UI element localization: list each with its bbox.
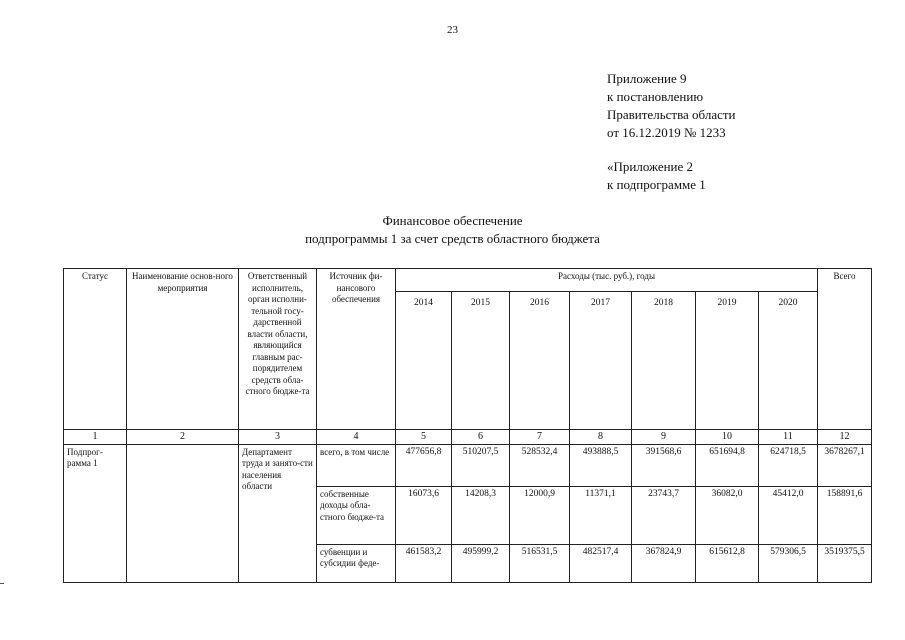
value-cell: 23743,7 [632, 486, 696, 544]
value-cell: 36082,0 [696, 486, 759, 544]
value-cell: 615612,8 [696, 544, 759, 582]
value-cell: 482517,4 [570, 544, 632, 582]
column-number: 2 [127, 430, 239, 445]
value-cell: 510207,5 [452, 444, 510, 486]
source-cell: всего, в том числе [317, 444, 396, 486]
column-number: 5 [396, 430, 452, 445]
source-cell: субвенции и субсидии феде- [317, 544, 396, 582]
appendix-line: к постановлению [607, 89, 704, 104]
column-number: 1 [64, 430, 127, 445]
header-year: 2019 [696, 292, 759, 430]
header-total: Всего [818, 269, 872, 430]
header-year: 2014 [396, 292, 452, 430]
value-cell: 528532,4 [510, 444, 570, 486]
title-line: Финансовое обеспечение [382, 213, 523, 228]
header-year: 2020 [759, 292, 818, 430]
header-responsible: Ответственный исполнитель, орган исполни-тельной госу-дарственной власти области, являющийся главным рас-порядителем средств обла-стного бюдже-та [239, 269, 317, 430]
header-event: Наименование основ-ного мероприятия [127, 269, 239, 430]
page-number: 23 [447, 24, 458, 36]
title-line: подпрограммы 1 за счет средств областного бюджета [305, 231, 600, 246]
value-cell: 45412,0 [759, 486, 818, 544]
header-source: Источник фи-нансового обеспечения [317, 269, 396, 430]
value-cell: 651694,8 [696, 444, 759, 486]
appendix-line: Приложение 9 [607, 71, 687, 86]
header-year: 2015 [452, 292, 510, 430]
value-cell: 367824,9 [632, 544, 696, 582]
value-cell: 516531,5 [510, 544, 570, 582]
value-cell: 493888,5 [570, 444, 632, 486]
value-cell: 11371,1 [570, 486, 632, 544]
table-row [64, 444, 872, 486]
header-year: 2016 [510, 292, 570, 430]
column-number: 8 [570, 430, 632, 445]
appendix2-line: к подпрограмме 1 [607, 177, 706, 192]
source-cell: собственные доходы обла-стного бюдже-та [317, 486, 396, 544]
column-number: 9 [632, 430, 696, 445]
value-cell: 624718,5 [759, 444, 818, 486]
status-cell: Подпрог-рамма 1 [64, 444, 127, 582]
column-number: 4 [317, 430, 396, 445]
header-year: 2018 [632, 292, 696, 430]
total-cell: 158891,6 [818, 486, 872, 544]
appendix-line: Правительства области [607, 107, 736, 122]
value-cell: 14208,3 [452, 486, 510, 544]
header-year: 2017 [570, 292, 632, 430]
value-cell: 12000,9 [510, 486, 570, 544]
value-cell: 461583,2 [396, 544, 452, 582]
total-cell: 3678267,1 [818, 444, 872, 486]
document-title [0, 212, 905, 248]
appendix-line: от 16.12.2019 № 1233 [607, 125, 726, 140]
value-cell: 495999,2 [452, 544, 510, 582]
appendix-block [607, 70, 736, 194]
column-number: 12 [818, 430, 872, 445]
value-cell: 477656,8 [396, 444, 452, 486]
header-status: Статус [64, 269, 127, 430]
responsible-cell: Департамент труда и занято-сти населения области [239, 444, 317, 582]
column-number: 7 [510, 430, 570, 445]
total-cell: 3519375,5 [818, 544, 872, 582]
column-number: 3 [239, 430, 317, 445]
appendix2-line: «Приложение 2 [607, 159, 694, 174]
margin-mark [0, 583, 4, 584]
column-number: 11 [759, 430, 818, 445]
column-number: 10 [696, 430, 759, 445]
value-cell: 391568,6 [632, 444, 696, 486]
event-cell [127, 444, 239, 582]
header-expenses: Расходы (тыс. руб.), годы [396, 269, 818, 292]
value-cell: 579306,5 [759, 544, 818, 582]
financing-table [63, 268, 872, 583]
column-number: 6 [452, 430, 510, 445]
value-cell: 16073,6 [396, 486, 452, 544]
